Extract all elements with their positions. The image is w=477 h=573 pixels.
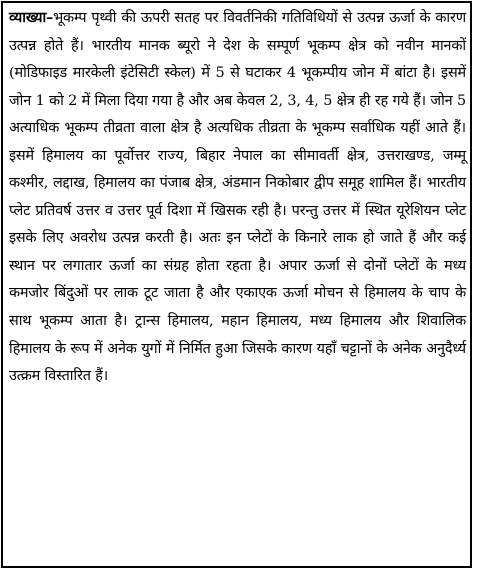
explanation-heading: व्याख्या– xyxy=(9,9,54,26)
explanation-body: भूकम्प पृथ्वी की ऊपरी सतह पर विवर्तनिकी गतिविधियों से उत्पन्न ऊर्जा के कारण उत्पन्न होते हैं। भारतीय मानक ब्यूरो ने देश के सम्पूर्ण भूकम्प क्षेत्र को नवीन मानकों (मोडिफाइड मारकेली इंटेसिटी स्केल) में 5 से घटाकर 4 भूकम्पीय जोन में बांटा है। इसमें जोन 1 को 2 में मिला दिया गया है और अब केवल 2, 3, 4, 5 क्षेत्र ही रह गये हैं। जोन 5 अत्याधिक भूकम्प तीव्रता वाला क्षेत्र है अत्यधिक तीव्रता के भूकम्प सर्वाधिक यहीं आते हैं। इसमें हिमालय का पूर्वोत्तर राज्य, बिहार नेपाल का सीमावर्ती क्षेत्र, उत्तराखण्ड, जम्मू कश्मीर, लद्दाख, हिमालय का पंजाब क्षेत्र, अंडमान निकोबार द्वीप समूह शामिल हैं। भारतीय प्लेट प्रतिवर्ष उत्तर व उत्तर पूर्व दिशा में खिसक रही है। परन्तु उत्तर में स्थित यूरेशियन प्लेट इसके लिए अवरोध उत्पन्न करती है। अतः इन प्लेटों के किनारे लाक हो जाते हैं और कई स्थान पर लगातार ऊर्जा का संग्रह होता रहता है। अपार ऊर्जा से दोनों प्लेटों के मध्य कमजोर बिंदुओं पर लाक टूट जाता है और एकाएक ऊर्जा मोचन से हिमालय के चाप के साथ भूकम्प आता है। ट्रान्स हिमालय, महान हिमालय, मध्य हिमालय और शिवालिक हिमालय के रूप में अनेक युगों में निर्मित हुआ जिसके कारण यहाँ चट्टानों के अनेक अनुदैर्ध्य उत्क्रम विस्तारित हैं। xyxy=(9,10,466,385)
text-box xyxy=(1,1,472,568)
explanation-paragraph xyxy=(9,4,466,391)
